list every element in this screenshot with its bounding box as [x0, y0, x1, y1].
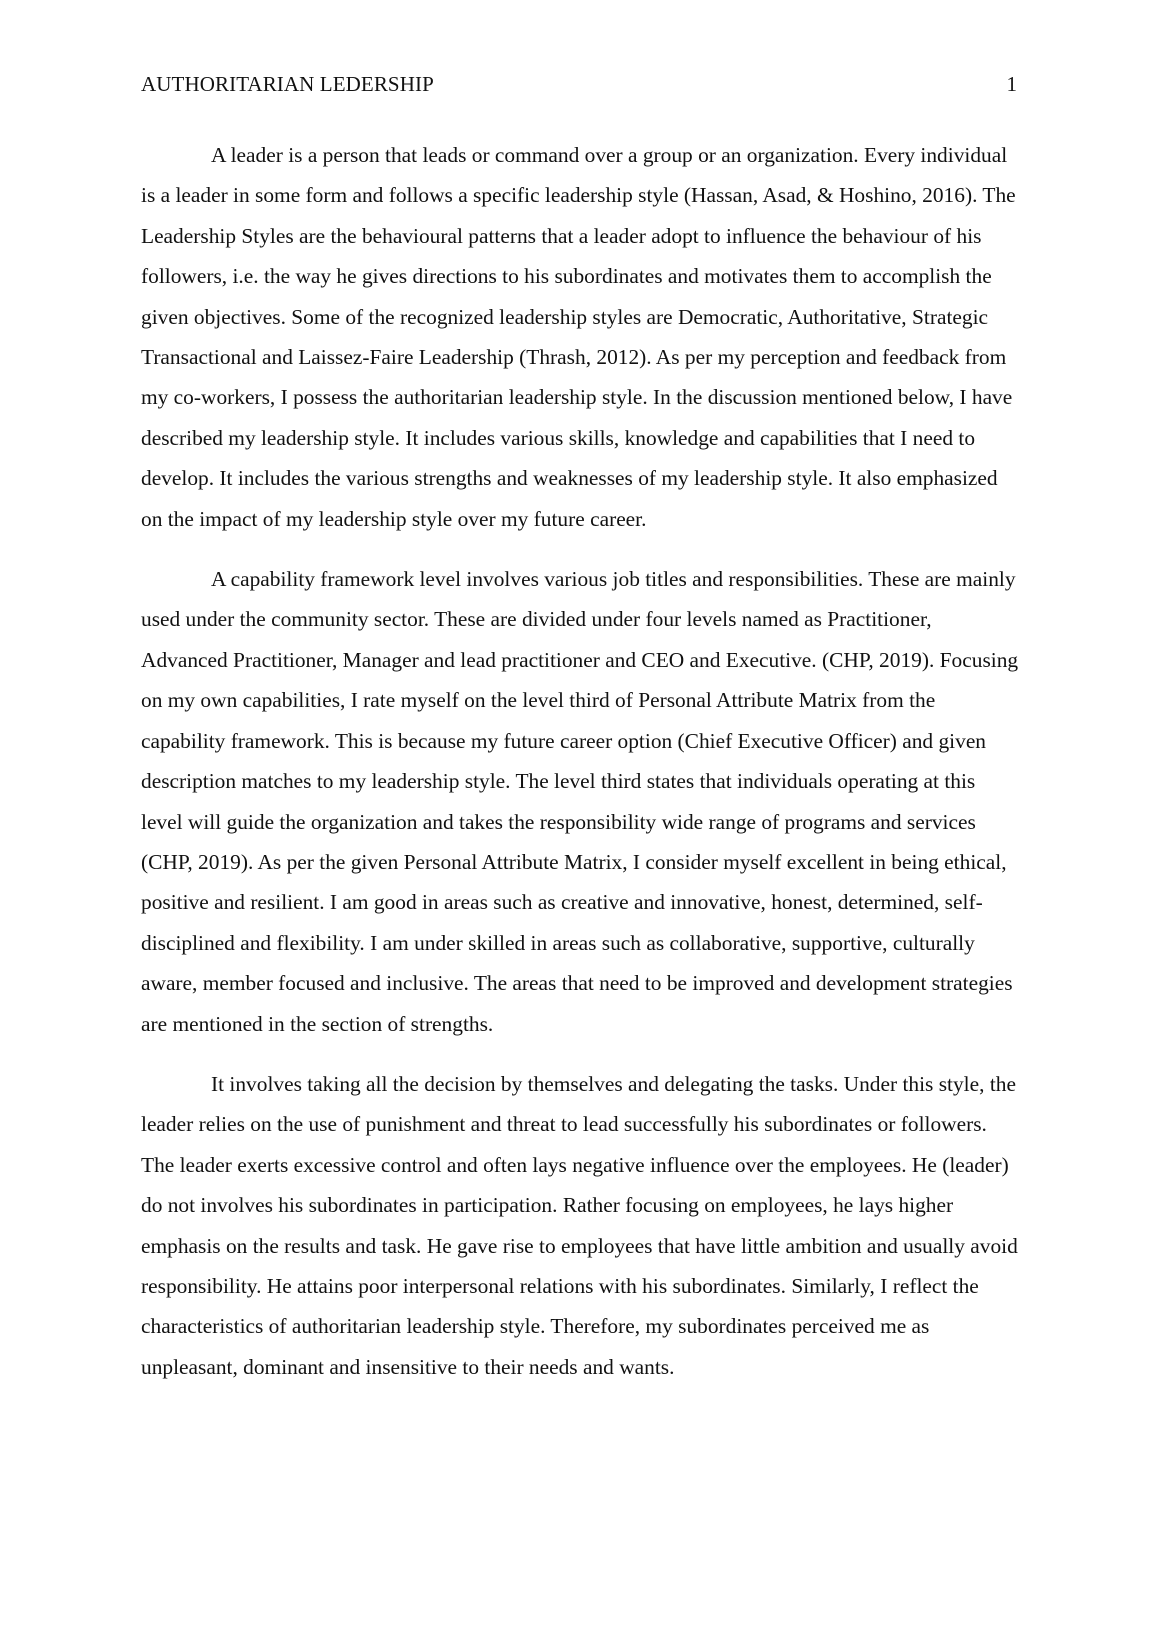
body-text	[141, 135, 1021, 1407]
paragraph-leadership-intro: A leader is a person that leads or command over a group or an organization. Every individual is a leader in some form and follows a specific leadership style (Hassan, Asad, & Hoshino, 2016). The Leadership Styles are the behavioural patterns that a leader adopt to influence the behaviour of his followers, i.e. the way he gives directions to his subordinates and motivates them to accomplish the given objectives. Some of the recognized leadership styles are Democratic, Authoritative, Strategic Transactional and Laissez-Faire Leadership (Thrash, 2012). As per my perception and feedback from my co-workers, I possess the authoritarian leadership style. In the discussion mentioned below, I have described my leadership style. It includes various skills, knowledge and capabilities that I need to develop. It includes the various strengths and weaknesses of my leadership style. It also emphasized on the impact of my leadership style over my future career.	[141, 143, 1016, 531]
running-head: AUTHORITARIAN LEDERSHIP	[141, 72, 434, 96]
page-number: 1	[1006, 72, 1017, 96]
paragraph-authoritarian-style: It involves taking all the decision by themselves and delegating the tasks. Under this style, the leader relies on the use of punishment and threat to lead successfully his subordinates or followers. The leader exerts excessive control and often lays negative influence over the employees. He (leader) do not involves his subordinates in participation. Rather focusing on employees, he lays higher emphasis on the results and task. He gave rise to employees that have little ambition and usually avoid responsibility. He attains poor interpersonal relations with his subordinates. Similarly, I reflect the characteristics of authoritarian leadership style. Therefore, my subordinates perceived me as unpleasant, dominant and insensitive to their needs and wants.	[141, 1071, 1018, 1379]
page-header	[141, 69, 1017, 99]
paragraph-capability-framework: A capability framework level involves various job titles and responsibilities. These are mainly used under the community sector. These are divided under four levels named as Practitioner, Advanced Practitioner, Manager and lead practitioner and CEO and Executive. (CHP, 2019). Focusing on my own capabilities, I rate myself on the level third of Personal Attribute Matrix from the capability framework. This is because my future career option (Chief Executive Officer) and given description matches to my leadership style. The level third states that individuals operating at this level will guide the organization and takes the responsibility wide range of programs and services (CHP, 2019). As per the given Personal Attribute Matrix, I consider myself excellent in being ethical, positive and resilient. I am good in areas such as creative and innovative, honest, determined, self-disciplined and flexibility. I am under skilled in areas such as collaborative, supportive, culturally aware, member focused and inclusive. The areas that need to be improved and development strategies are mentioned in the section of strengths.	[141, 567, 1019, 1036]
